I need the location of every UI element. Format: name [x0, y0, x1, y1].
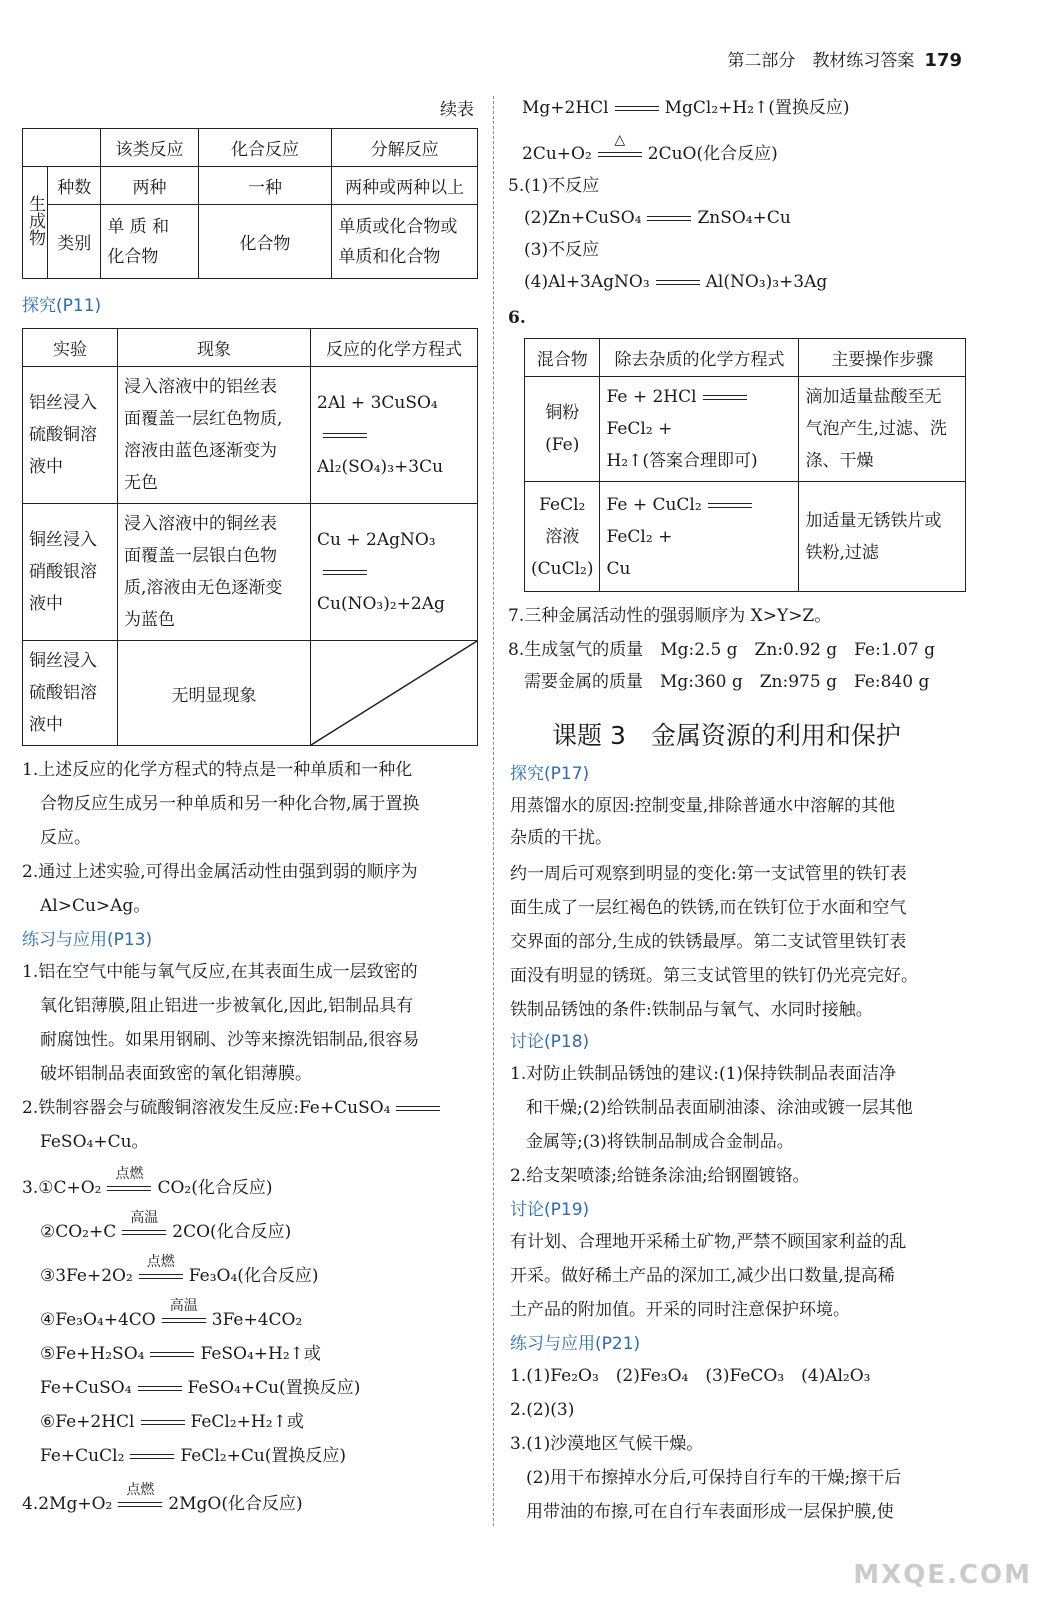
equation-line: ②CO₂+C 高温 2CO(化合反应) [40, 1210, 292, 1242]
equation-line: 3.①C+O₂ 点燃 CO₂(化合反应) [22, 1166, 273, 1198]
row-label: 类别 [48, 205, 101, 279]
table-header: 化合反应 [198, 129, 332, 167]
table-cell: 铝丝浸入 硫酸铜溶 液中 [23, 367, 118, 504]
table-cell: 铜丝浸入 硫酸铝溶 液中 [23, 641, 118, 746]
equation-left: 2Al + 3CuSO₄ [317, 393, 438, 413]
paragraph-line: 1.对防止铁制品锈蚀的建议:(1)保持铁制品表面洁净 [510, 1064, 897, 1084]
paragraph-line: 1.(1)Fe₂O₃ (2)Fe₃O₄ (3)FeCO₃ (4)Al₂O₃ [510, 1366, 871, 1386]
table-header: 实验 [23, 329, 118, 367]
paragraph-line: 耐腐蚀性。如果用钢刷、沙等来擦洗铝制品,很容易 [40, 1030, 420, 1050]
table-cell: 单 质 和 化合物 [101, 205, 198, 279]
section-heading: 练习与应用(P21) [510, 1334, 641, 1354]
table-cell: 浸入溶液中的铜丝表 面覆盖一层银白色物 质,溶液由无色逐渐变 为蓝色 [118, 504, 311, 641]
table-cell: Fe + CuCl₂FeCl₂ + Cu [600, 482, 799, 592]
paragraph-line: (3)不反应 [524, 240, 600, 260]
paragraph-line: 用带油的布擦,可在自行车表面形成一层保护膜,使 [526, 1502, 894, 1522]
table-cell: 两种 [101, 167, 198, 205]
paragraph-line: 土产品的附加值。开采的同时注意保护环境。 [510, 1300, 850, 1320]
paragraph-line: 铁制品锈蚀的条件:铁制品与氧气、水同时接触。 [510, 1000, 873, 1020]
equation-right: Al₂(SO₄)₃+3Cu [317, 457, 444, 477]
group-label: 生成物 [23, 167, 48, 279]
paragraph-line: 2.通过上述实验,可得出金属活动性由强到弱的顺序为 [22, 862, 418, 882]
equation-line: ⑤Fe+H₂SO₄ FeSO₄+H₂↑或 [40, 1344, 321, 1364]
paragraph-line: 杂质的干扰。 [510, 828, 612, 848]
section-title: 第二部分 教材练习答案 [727, 51, 915, 71]
paragraph-line: 金属等;(3)将铁制品制成合金制品。 [526, 1132, 794, 1152]
paragraph-line: 约一周后可观察到明显的变化:第一支试管里的铁钉表 [510, 864, 907, 884]
equals-sign [396, 1106, 440, 1111]
equation-line: Mg+2HCl MgCl₂+H₂↑(置换反应) [522, 98, 850, 118]
equation-line: (4)Al+3AgNO₃ Al(NO₃)₃+3Ag [524, 272, 828, 292]
table-header: 现象 [118, 329, 311, 367]
table-cell [311, 367, 478, 504]
page-number: 179 [924, 50, 962, 71]
table-header: 该类反应 [101, 129, 198, 167]
paragraph-line: 氧化铝薄膜,阻止铝进一步被氧化,因此,铝制品具有 [40, 996, 414, 1016]
paragraph-line: 需要金属的质量 Mg:360 g Zn:975 g Fe:840 g [524, 672, 930, 692]
paragraph-line: 7.三种金属活动性的强弱顺序为 X>Y>Z。 [508, 606, 832, 626]
table-cell: 浸入溶液中的铝丝表 面覆盖一层红色物质, 溶液由蓝色逐渐变为 无色 [118, 367, 311, 504]
paragraph-line: 3.(1)沙漠地区气候干燥。 [510, 1434, 704, 1454]
table-experiment [22, 328, 478, 746]
section-heading: 探究(P11) [22, 296, 102, 316]
equation-right: Cu(NO₃)₂+2Ag [317, 594, 445, 614]
table-cell: 单质或化合物或 单质和化合物 [332, 205, 478, 279]
table-cell: 滴加适量盐酸至无 气泡产生,过滤、洗 涤、干燥 [799, 377, 966, 482]
paragraph-line: 反应。 [40, 828, 91, 848]
paragraph-line: 2.给支架喷漆;给链条涂油;给钢圈镀铬。 [510, 1166, 810, 1186]
table-cell: 加适量无锈铁片或 铁粉,过滤 [799, 482, 966, 592]
paragraph-line: 交界面的部分,生成的铁锈最厚。第二支试管里铁钉表 [510, 932, 907, 952]
column-divider [493, 96, 494, 1526]
equals-sign [323, 570, 367, 575]
table-cell: 化合物 [198, 205, 332, 279]
paragraph-line: 合物反应生成另一种单质和另一种化合物,属于置换 [40, 794, 420, 814]
equation-line: 4.2Mg+O₂ 点燃 2MgO(化合反应) [22, 1482, 303, 1514]
paragraph-line: 开采。做好稀土产品的深加工,减少出口数量,提高稀 [510, 1266, 895, 1286]
paragraph-line: 2.铁制容器会与硫酸铜溶液发生反应:Fe+CuSO₄ [22, 1098, 446, 1118]
section-heading: 讨论(P18) [510, 1032, 590, 1052]
paragraph-line: 1.铝在空气中能与氧气反应,在其表面生成一层致密的 [22, 962, 418, 982]
table-purification [524, 338, 966, 592]
paragraph-line: 面生成了一层红褐色的铁锈,而在铁钉位于水面和空气 [510, 898, 907, 918]
equation-line: Fe+CuSO₄ FeSO₄+Cu(置换反应) [40, 1378, 361, 1398]
lesson-title: 课题 3 金属资源的利用和保护 [552, 721, 901, 750]
paragraph-line: 和干燥;(2)给铁制品表面刷油漆、涂油或镀一层其他 [526, 1098, 913, 1118]
equation-line: ⑥Fe+2HCl FeCl₂+H₂↑或 [40, 1412, 304, 1432]
equation-line: ④Fe₃O₄+4CO 高温 3Fe+4CO₂ [40, 1298, 303, 1330]
paragraph-line: 用蒸馏水的原因:控制变量,排除普通水中溶解的其他 [510, 796, 896, 816]
paragraph-line: Al>Cu>Ag。 [40, 896, 151, 916]
page-header [727, 46, 962, 71]
diagonal-cell [311, 641, 478, 746]
question-number: 6. [508, 308, 526, 328]
row-label: 种数 [48, 167, 101, 205]
paragraph-line: 2.(2)(3) [510, 1400, 575, 1420]
table-header: 主要操作步骤 [799, 339, 966, 377]
table-header: 除去杂质的化学方程式 [600, 339, 799, 377]
table-header: 分解反应 [332, 129, 478, 167]
table-corner [23, 129, 101, 167]
table-cell: 铜粉 (Fe) [525, 377, 600, 482]
table-product-comparison [22, 128, 478, 279]
paragraph-line: FeSO₄+Cu。 [40, 1132, 149, 1152]
paragraph-line: (2)用干布擦掉水分后,可保持自行车的干燥;擦干后 [526, 1468, 902, 1488]
section-heading: 练习与应用(P13) [22, 930, 153, 950]
paragraph-line: 破坏铝制品表面致密的氧化铝薄膜。 [40, 1064, 312, 1084]
table-cell: 铜丝浸入 硝酸银溶 液中 [23, 504, 118, 641]
table-cell: 一种 [198, 167, 332, 205]
section-heading: 讨论(P19) [510, 1200, 590, 1220]
paragraph-line: 8.生成氢气的质量 Mg:2.5 g Zn:0.92 g Fe:1.07 g [508, 640, 935, 660]
equation-line: (2)Zn+CuSO₄ ZnSO₄+Cu [524, 208, 791, 228]
continued-label: 续表 [440, 100, 474, 120]
section-heading: 探究(P17) [510, 764, 590, 784]
table-cell: 两种或两种以上 [332, 167, 478, 205]
equation-left: Cu + 2AgNO₃ [317, 530, 436, 550]
table-cell: 无明显现象 [118, 641, 311, 746]
paragraph-line: 5.(1)不反应 [508, 176, 600, 196]
table-cell [311, 504, 478, 641]
equation-line: Fe+CuCl₂ FeCl₂+Cu(置换反应) [40, 1446, 347, 1466]
paragraph-line: 面没有明显的锈斑。第三支试管里的铁钉仍光亮完好。 [510, 966, 918, 986]
table-cell: Fe + 2HClFeCl₂ + H₂↑(答案合理即可) [600, 377, 799, 482]
table-cell: FeCl₂ 溶液 (CuCl₂) [525, 482, 600, 592]
equation-line: 2Cu+O₂ △ 2CuO(化合反应) [522, 132, 778, 164]
table-header: 混合物 [525, 339, 600, 377]
paragraph-line: 有计划、合理地开采稀土矿物,严禁不顾国家利益的乱 [510, 1232, 907, 1252]
site-watermark: MXQE.COM [853, 1560, 1032, 1590]
paragraph-line: 1.上述反应的化学方程式的特点是一种单质和一种化 [22, 760, 413, 780]
table-header: 反应的化学方程式 [311, 329, 478, 367]
equation-line: ③3Fe+2O₂ 点燃 Fe₃O₄(化合反应) [40, 1254, 319, 1286]
equals-sign [323, 433, 367, 438]
